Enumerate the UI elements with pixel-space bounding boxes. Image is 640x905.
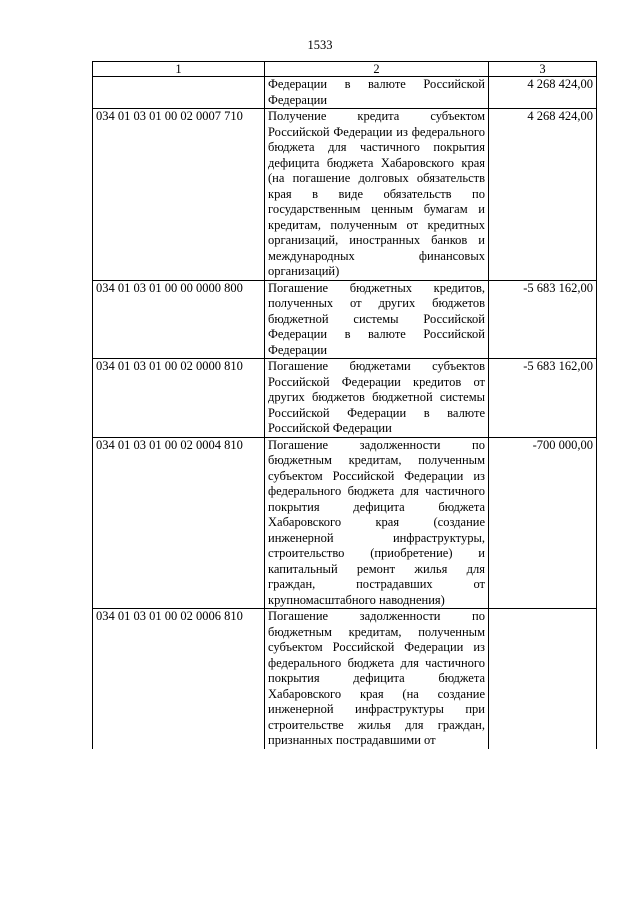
- table-row: [93, 437, 597, 609]
- column-header-description: 2: [265, 62, 489, 77]
- column-header-amount: 3: [489, 62, 597, 77]
- row-description: Получение кредита субъектом Российской Федерации из федерального бюджета для частичного покрытия дефицита бюджета Хабаровского края (на погашение долговых обязательств края в виде обязательств по государственным ценным бумагам и кредитам, полученным от кредитных организаций, иностранных банков и международных финансовых организаций): [265, 109, 489, 281]
- column-header-code: 1: [93, 62, 265, 77]
- row-amount: -5 683 162,00: [489, 359, 597, 438]
- table-row: [93, 280, 597, 359]
- row-description: Федерации в валюте Российской Федерации: [265, 77, 489, 109]
- row-amount: -5 683 162,00: [489, 280, 597, 359]
- page-number: 1533: [307, 38, 333, 52]
- row-code: 034 01 03 01 00 02 0000 810: [93, 359, 265, 438]
- row-amount: [489, 609, 597, 749]
- row-code: 034 01 03 01 00 02 0007 710: [93, 109, 265, 281]
- row-description: Погашение задолженности по бюджетным кредитам, полученным субъектом Российской Федерации из федерального бюджета для частичного покрытия дефицита бюджета Хабаровского края (создание инженерной инфраструктуры, строительство (приобретение) и капитальный ремонт жилья для граждан, пострадавших от крупномасштабного наводнения): [265, 437, 489, 609]
- row-amount: -700 000,00: [489, 437, 597, 609]
- table-header-row: [93, 62, 597, 77]
- table-row: [93, 109, 597, 281]
- budget-table: [92, 61, 597, 749]
- row-description: Погашение задолженности по бюджетным кредитам, полученным субъектом Российской Федерации из федерального бюджета для частичного покрытия дефицита бюджета Хабаровского края (на создание инженерной инфраструктуры при строительстве жилья для граждан, признанных пострадавшими от: [265, 609, 489, 749]
- row-code: [93, 77, 265, 109]
- row-code: 034 01 03 01 00 00 0000 800: [93, 280, 265, 359]
- row-description: Погашение бюджетами субъектов Российской Федерации кредитов от других бюджетов бюджетной системы Российской Федерации в валюте Российской Федерации: [265, 359, 489, 438]
- table-row: [93, 609, 597, 749]
- row-amount: 4 268 424,00: [489, 77, 597, 109]
- table-row: [93, 77, 597, 109]
- row-amount: 4 268 424,00: [489, 109, 597, 281]
- row-description: Погашение бюджетных кредитов, полученных от других бюджетов бюджетной системы Российской Федерации в валюте Российской Федерации: [265, 280, 489, 359]
- row-code: 034 01 03 01 00 02 0006 810: [93, 609, 265, 749]
- row-code: 034 01 03 01 00 02 0004 810: [93, 437, 265, 609]
- table-row: [93, 359, 597, 438]
